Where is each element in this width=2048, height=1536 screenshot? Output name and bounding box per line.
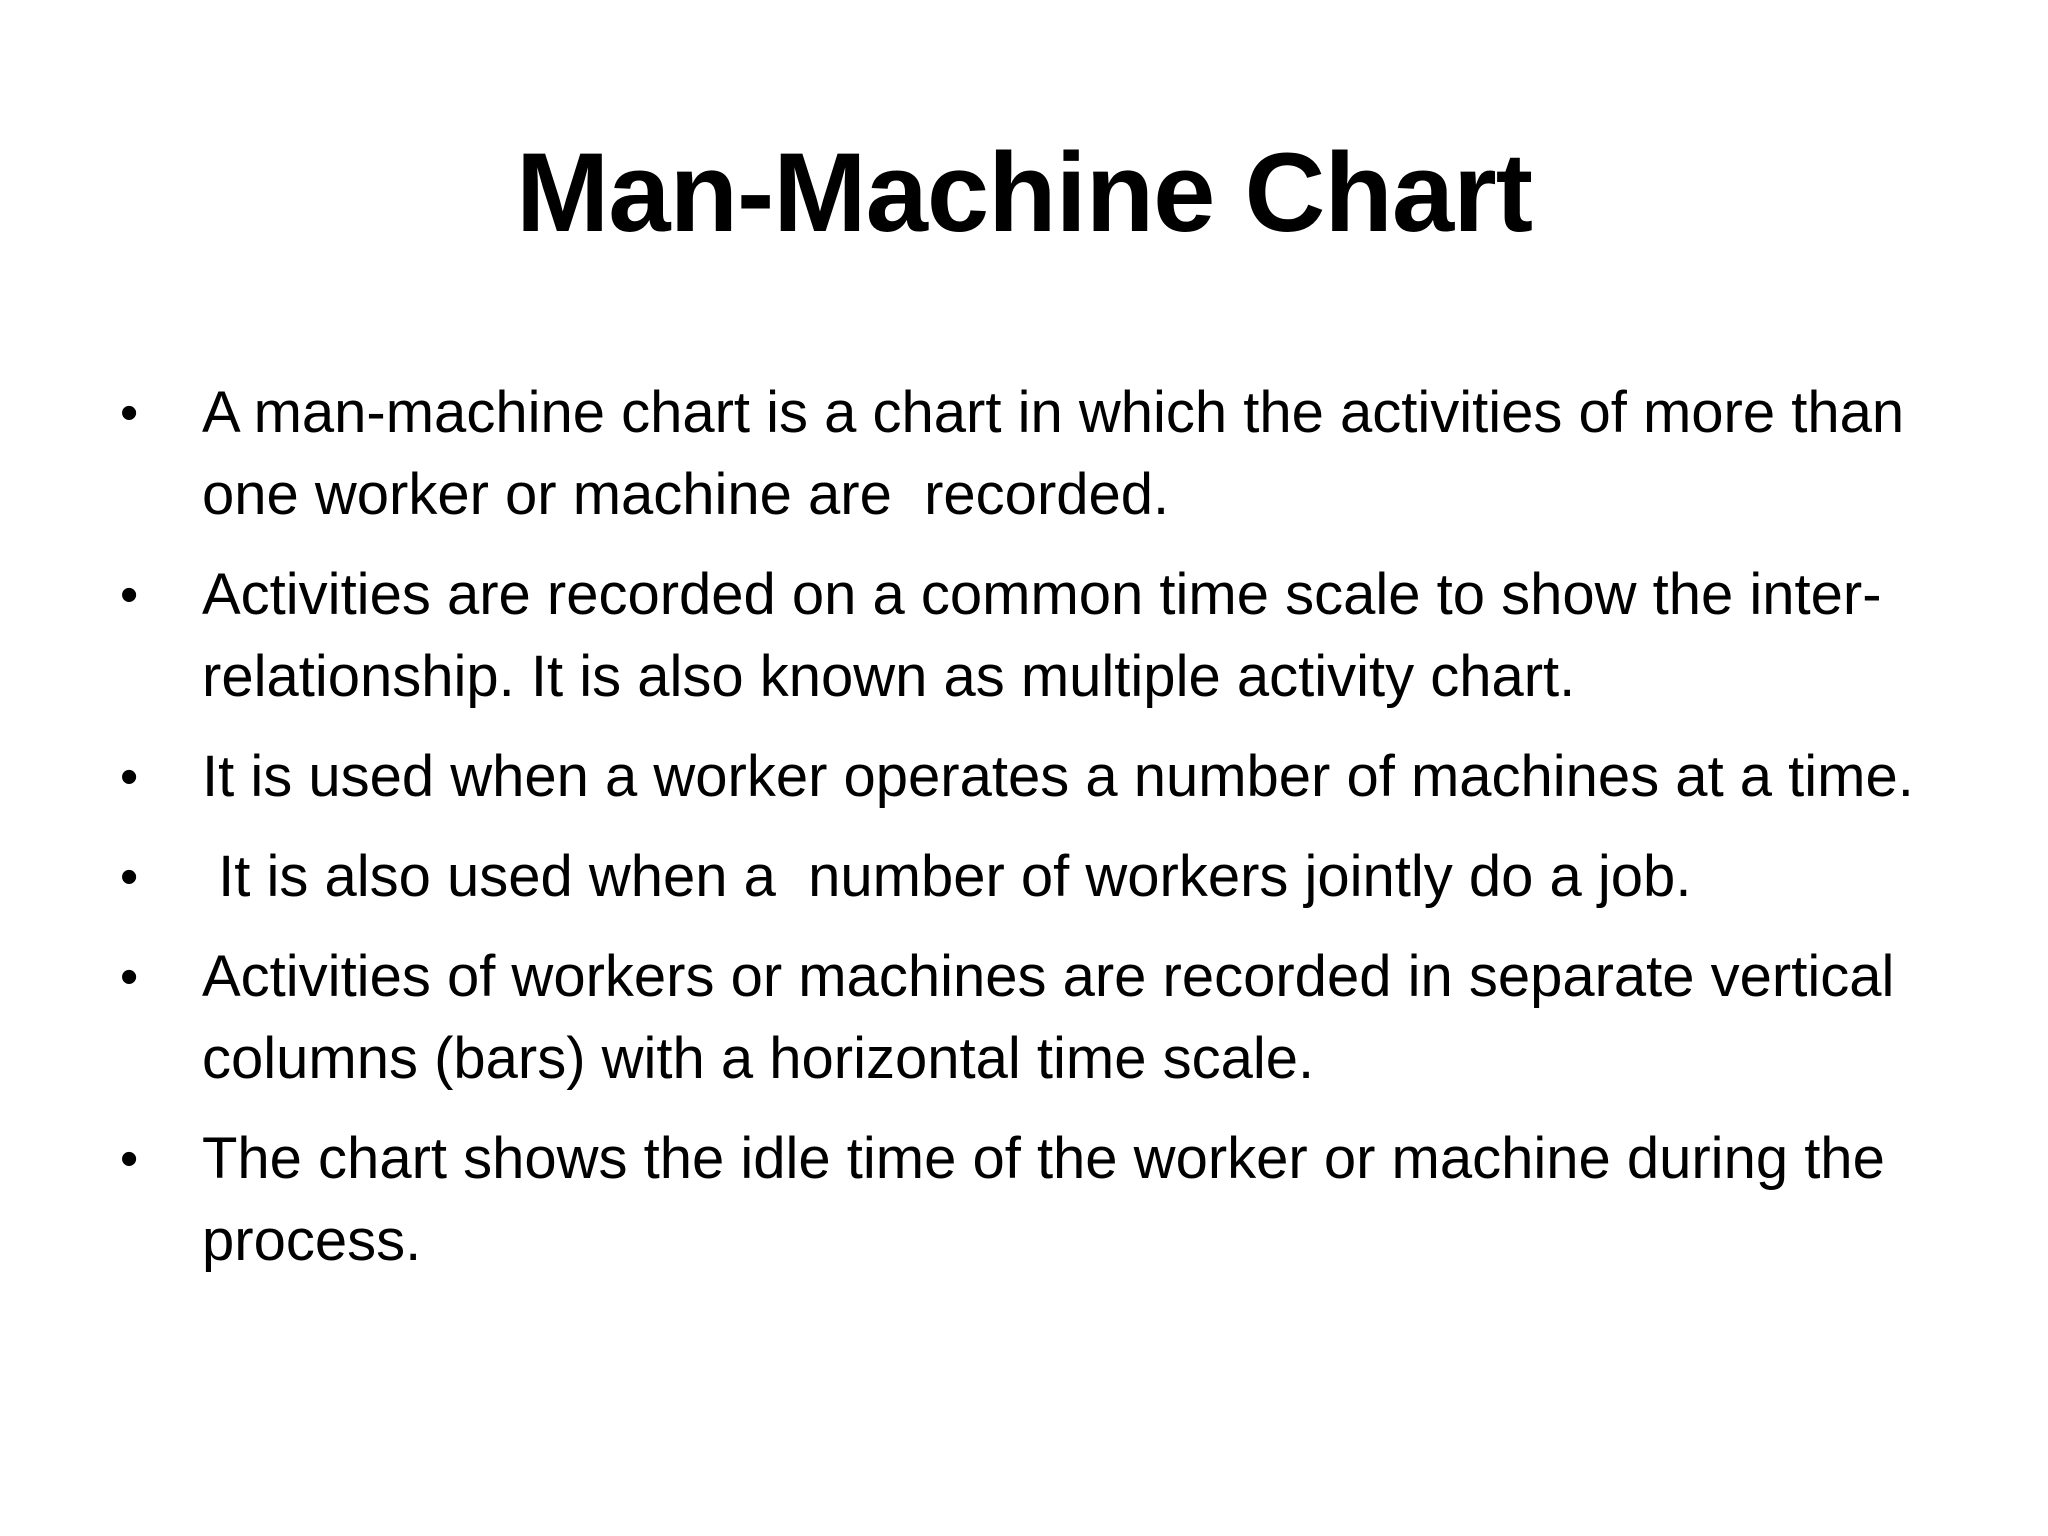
bullet-icon: • xyxy=(120,1130,139,1188)
bullet-icon: • xyxy=(120,384,139,442)
bullet-item xyxy=(120,372,1950,536)
bullet-item xyxy=(120,1118,1950,1282)
bullet-text: Activities of workers or machines are recorded in separate vertical columns (bars) with a horizontal time scale. xyxy=(202,944,1911,1091)
bullet-icon: • xyxy=(120,566,139,624)
bullet-icon: • xyxy=(120,948,139,1006)
bullet-text: Activities are recorded on a common time scale to show the inter-relationship. It is also known as multiple activity chart. xyxy=(202,562,1882,709)
bullet-text: It is used when a worker operates a number of machines at a time. xyxy=(202,744,1914,809)
bullet-text: It is also used when a number of workers jointly do a job. xyxy=(202,844,1692,909)
bullet-item xyxy=(120,836,1950,918)
bullet-icon: • xyxy=(120,848,139,906)
bullet-item xyxy=(120,736,1950,818)
bullet-text: A man-machine chart is a chart in which the activities of more than one worker or machine are recorded. xyxy=(202,380,1921,527)
bullet-item xyxy=(120,554,1950,718)
bullet-text: The chart shows the idle time of the worker or machine during the process. xyxy=(202,1126,1901,1273)
bullet-item xyxy=(120,936,1950,1100)
bullet-icon: • xyxy=(120,748,139,806)
slide-title: Man-Machine Chart xyxy=(516,130,1532,255)
bullet-list xyxy=(120,372,1950,1300)
